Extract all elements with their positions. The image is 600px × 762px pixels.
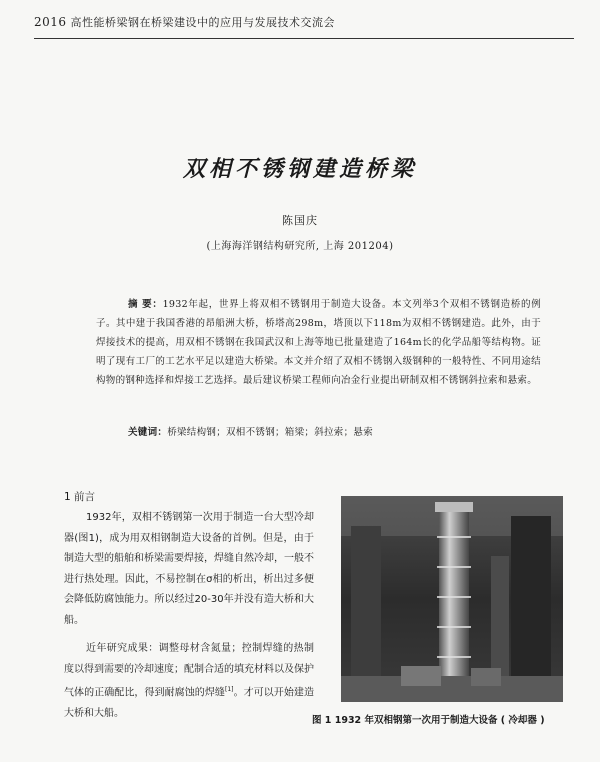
paper-title: 双相不锈钢建造桥梁 bbox=[182, 156, 417, 182]
header-conference: 高性能桥梁钢在桥梁建设中的应用与发展技术交流会 bbox=[70, 16, 336, 29]
paragraph-text: 近年研究成果：调整母材含氮量；控制焊缝的热制度以得到需要的冷却速度；配制合适的填充材料以及保护气体的正确配比，得到耐腐蚀的焊缝 bbox=[64, 643, 314, 699]
section-body bbox=[64, 508, 314, 724]
keywords-label: 关键词： bbox=[128, 427, 168, 438]
paragraph-text: 。才可以开始建造大桥和大船。 bbox=[64, 687, 314, 719]
figure-caption: 图 1 1932 年双相钢第一次用于制造大设备 ( 冷却器 ) bbox=[312, 715, 545, 726]
paper-affiliation: (上海海洋钢结构研究所, 上海 201204) bbox=[206, 241, 394, 252]
header-rule bbox=[34, 38, 574, 39]
citation-marker: [1] bbox=[225, 686, 234, 693]
keywords-text: 桥梁结构钢；双相不锈钢；箱梁；斜拉索；悬索 bbox=[167, 427, 374, 438]
section-heading: 1 前言 bbox=[64, 491, 96, 503]
abstract bbox=[96, 295, 541, 390]
paragraph bbox=[64, 639, 314, 724]
paragraph: 1932年，双相不锈钢第一次用于制造一台大型冷却器(图1)，成为用双相钢制造大设备的首例。但是，由于制造大型的船舶和桥梁需要焊接，焊缝自然冷却，一般不进行热处理。因此，不易控制在σ相的析出，析出过多便会降低防腐蚀能力。所以经过20-30年并没有造大桥和大船。 bbox=[64, 512, 314, 626]
figure-photo bbox=[341, 496, 563, 702]
abstract-label: 摘 要： bbox=[128, 299, 163, 310]
cooler-photo-illustration bbox=[341, 496, 563, 702]
running-header bbox=[34, 14, 574, 30]
keywords bbox=[128, 424, 548, 438]
abstract-text: 1932年起，世界上将双相不锈钢用于制造大设备。本文列举3个双相不锈钢造桥的例子。其中建于我国香港的昂船洲大桥，桥塔高298m，塔顶以下118m为双相不锈钢建造。此外，由于焊接技术的提高，用双相不锈钢在我国武汉和上海等地已批量建造了164m长的化学品船等结构物。证明了现有工厂的工艺水平足以建造大桥梁。本文并介绍了双相不锈钢入级钢种的一般特性、不同用途结构物的钢种选择和焊接工艺选择。最后建议桥梁工程师向冶金行业提出研制双相不锈钢斜拉索和悬索。 bbox=[96, 299, 542, 386]
header-year: 2016 bbox=[34, 15, 67, 29]
paper-author: 陈国庆 bbox=[282, 214, 318, 227]
